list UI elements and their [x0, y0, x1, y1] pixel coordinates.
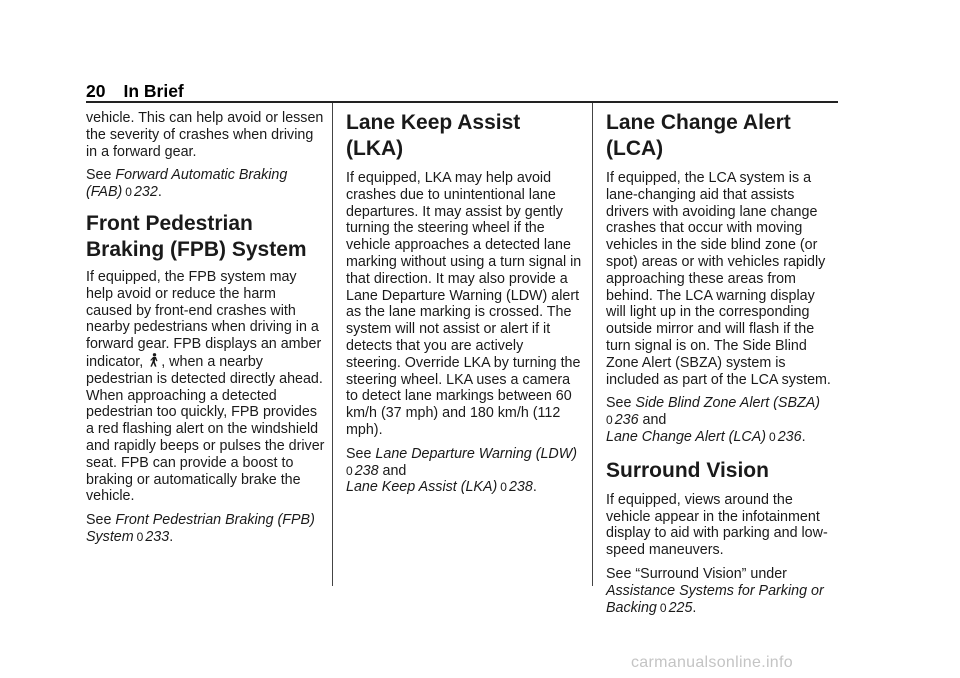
see-prefix: See “Surround Vision” under: [606, 565, 787, 582]
fpb-text-b: , when a nearby pedestrian is detected directly ahead. When approaching a detected pedestrian too quickly, FPB provides a red flashing alert on the windshield and rapidly beeps or pulses the driver seat. FPB can provide a boost to braking or automatically brake the vehicle.: [86, 353, 325, 505]
page-ref-arrow: 0: [606, 413, 613, 428]
section-title: In Brief: [123, 81, 184, 101]
see-fpb: [86, 512, 326, 546]
see-suffix: .: [801, 428, 806, 445]
link-lka[interactable]: Lane Keep Assist (LKA): [346, 479, 498, 496]
see-prefix: See: [606, 395, 636, 412]
page-ref-arrow: 0: [125, 185, 132, 200]
see-ldw-lka: [346, 446, 582, 496]
see-suffix: .: [169, 528, 174, 545]
fpb-paragraph: [86, 269, 326, 505]
fpb-text-a: If equipped, the FPB system may help avoid or reduce the harm caused by front-end crashes with nearby pedestrians when driving in a forward gear. FPB displays an amber indicator,: [86, 268, 322, 370]
see-prefix: See: [86, 167, 116, 184]
page-ref-lca[interactable]: 236: [777, 428, 802, 445]
see-suffix: .: [157, 184, 162, 201]
link-fpb[interactable]: Front Pedestrian Braking (FPB) System: [86, 512, 315, 545]
pedestrian-icon: [148, 353, 160, 367]
heading-surround-vision: Surround Vision: [606, 458, 769, 482]
see-prefix: See: [346, 445, 376, 462]
see-parking-backing: [606, 566, 838, 616]
page-ref-arrow: 0: [500, 480, 507, 495]
heading-fpb: Front Pedestrian Braking (FPB) System: [86, 211, 307, 261]
see-suffix: .: [692, 599, 697, 616]
column-3: [606, 110, 838, 623]
link-sbza[interactable]: Side Blind Zone Alert (SBZA): [635, 395, 821, 412]
see-fab: [86, 167, 326, 201]
column-2: [346, 110, 582, 503]
see-sbza-lca: [606, 395, 838, 445]
page-ref-arrow: 0: [659, 600, 667, 615]
watermark: carmanualsonline.info: [631, 654, 793, 671]
link-ldw[interactable]: Lane Departure Warning (LDW): [375, 445, 577, 462]
column-divider-1: [332, 103, 333, 586]
page-header: [86, 81, 184, 102]
page-ref-arrow: 0: [136, 529, 144, 544]
lka-paragraph: If equipped, LKA may help avoid crashes due to unintentional lane departures. It may assist by gently turning the steering wheel if the vehicle approaches a detected lane marking without using a turn signal in that direction. It may also provide a Lane Departure Warning (LDW) alert as the lane marking is crossed. The system will not assist or alert if it detects that you are actively steering. Override LKA by turning the steering wheel. LKA uses a camera to detect lane markings between 60 km/h (37 mph) and 180 km/h (112 mph).: [346, 170, 582, 438]
column-1: [86, 110, 326, 553]
page-ref-sbza[interactable]: 236: [614, 412, 639, 429]
page-ref-ldw[interactable]: 238: [354, 462, 379, 479]
page-ref-fpb[interactable]: 233: [145, 528, 170, 545]
page-ref-lka[interactable]: 238: [508, 479, 533, 496]
heading-lca: Lane Change Alert (LCA): [606, 111, 791, 160]
header-rule: [86, 101, 838, 103]
link-lca[interactable]: Lane Change Alert (LCA): [606, 428, 767, 445]
column-divider-2: [592, 103, 593, 586]
page-ref-fab[interactable]: 232: [133, 184, 158, 201]
fab-continuation: vehicle. This can help avoid or lessen the severity of crashes when driving in a forward gear.: [86, 110, 324, 160]
see-and: and: [378, 462, 407, 479]
see-and: and: [638, 412, 667, 429]
see-suffix: .: [532, 479, 537, 496]
link-fab[interactable]: Forward Automatic Braking (FAB): [86, 167, 288, 201]
page-ref-arrow: 0: [769, 429, 776, 444]
lca-paragraph: If equipped, the LCA system is a lane-changing aid that assists drivers with avoiding lane change crashes that occur with moving vehicles in the side blind zone (or spot) areas or with vehicles rapidly approaching these areas from behind. The LCA warning display will light up in the corresponding outside mirror and will flash if the turn signal is on. The Side Blind Zone Alert (SBZA) system is included as part of the LCA system.: [606, 170, 831, 388]
page-ref-parking[interactable]: 225: [668, 599, 693, 616]
surround-vision-paragraph: If equipped, views around the vehicle appear in the infotainment display to aid with parking and low-speed maneuvers.: [606, 491, 828, 559]
page-ref-arrow: 0: [346, 463, 353, 478]
heading-lka: Lane Keep Assist (LKA): [346, 111, 521, 160]
page-number: 20: [86, 81, 106, 101]
link-parking-backing[interactable]: Assistance Systems for Parking or Backing: [606, 582, 824, 616]
see-prefix: See: [86, 512, 116, 529]
